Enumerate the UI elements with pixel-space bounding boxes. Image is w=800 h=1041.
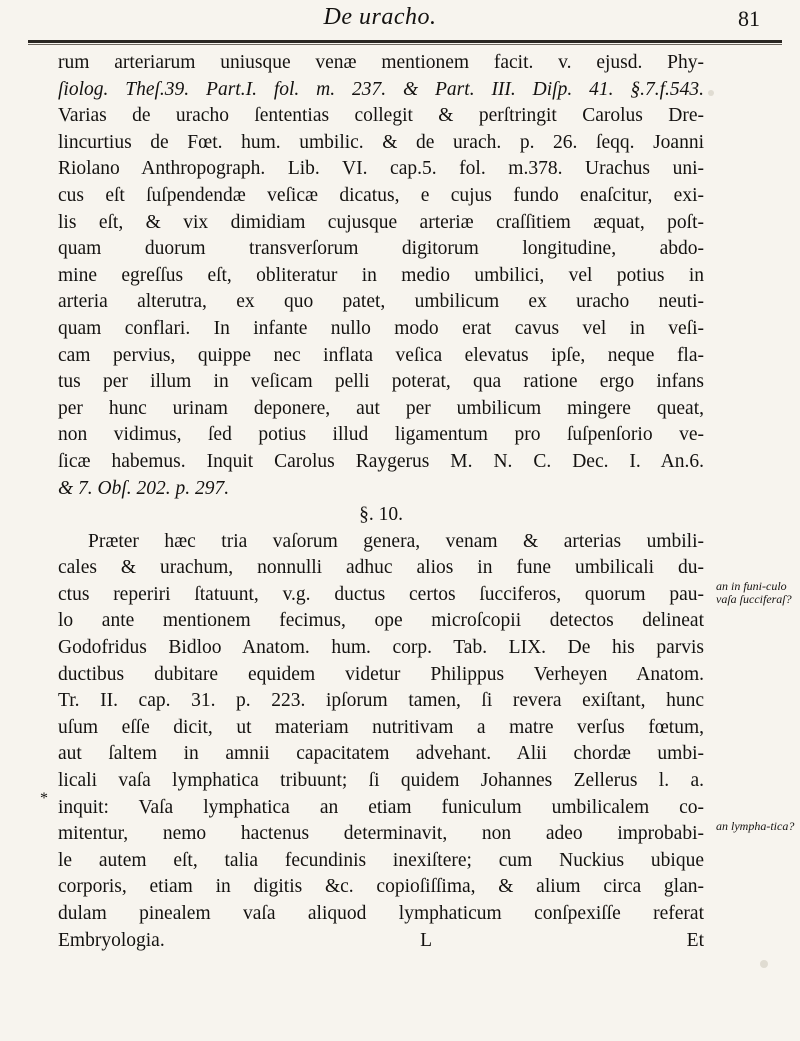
header-rule-thin	[28, 44, 782, 45]
text-line: per hunc urinam deponere, aut per umbilicum mingere queat,	[58, 397, 704, 419]
text-line: lo ante mentionem fecimus, ope microſcopii detectos delineat	[58, 610, 704, 632]
text-line: ſicæ habemus. Inquit Carolus Raygerus M. N. C. Dec. I. An.6.	[58, 450, 704, 472]
text-line: inquit: Vaſa lymphatica an etiam funiculum umbilicalem co-	[58, 796, 704, 818]
body-text	[58, 50, 704, 954]
header-rule	[28, 40, 782, 43]
asterisk-mark: *	[40, 790, 48, 807]
margin-note: an in funi-culo vaſa ſucciferaſ?	[716, 579, 792, 606]
section-number: §. 10.	[359, 504, 403, 526]
text-line: cales & urachum, nonnulli adhuc alios in fune umbilicali du-	[58, 557, 704, 579]
text-line: Tr. II. cap. 31. p. 223. ipſorum tamen, ſi revera exiſtant, hunc	[58, 690, 704, 712]
text-line: le autem eſt, talia fecundinis inexiſtere; cum Nuckius ubique	[58, 849, 704, 871]
page-number: 81	[738, 6, 760, 31]
running-head: De uracho.	[323, 4, 437, 30]
ink-spot	[760, 960, 768, 968]
text-line: & 7. Obſ. 202. p. 297.	[58, 477, 230, 499]
text-line: Godofridus Bidloo Anatom. hum. corp. Tab. LIX. De his parvis	[58, 637, 704, 659]
text-line: cus eſt ſuſpendendæ veſicæ dicatus, e cujus fundo enaſcitur, exi-	[58, 184, 704, 206]
text-line: quam duorum transverſorum digitorum longitudine, abdo-	[58, 238, 704, 260]
text-line: tus per illum in veſicam pelli poterat, qua ratione ergo infans	[58, 371, 704, 393]
text-line: uſum eſſe dicit, ut materiam nutritivam a matre verſus fœtum,	[58, 716, 704, 738]
ink-spot	[708, 90, 714, 96]
text-line: ductibus dubitare equidem videtur Philippus Verheyen Anatom.	[58, 663, 704, 685]
text-line: non vidimus, ſed potius illud ligamentum pro ſuſpenſorio ve-	[58, 424, 704, 446]
text-line: arteria alterutra, ex quo patet, umbilicum ex uracho neuti-	[58, 291, 704, 313]
text-line: ſiolog. Theſ.39. Part.I. fol. m. 237. & Part. III. Diſp. 41. §.7.f.543.	[58, 78, 704, 100]
text-line: rum arteriarum uniusque venæ mentionem facit. v. ejusd. Phy-	[58, 52, 704, 73]
text-line: Embryologia. L Et	[58, 929, 704, 951]
text-line: aut ſaltem in amnii capacitatem advehant. Alii chordæ umbi-	[58, 743, 704, 765]
margin-note: an lympha-tica?	[716, 819, 795, 833]
text-line: Præter hæc tria vaſorum genera, venam & arterias umbili-	[88, 530, 704, 552]
text-line: quam conflari. In infante nullo modo erat cavus vel in veſi-	[58, 317, 704, 339]
text-line: Riolano Anthropograph. Lib. VI. cap.5. fol. m.378. Urachus uni-	[58, 158, 704, 180]
text-line: ctus reperiri ſtatuunt, v.g. ductus certos ſucciferos, quorum pau-	[58, 583, 704, 605]
text-line: corporis, etiam in digitis &c. copioſiſſima, & alium circa glan-	[58, 876, 704, 898]
text-line: dulam pinealem vaſa aliquod lymphaticum conſpexiſſe referat	[58, 903, 704, 924]
text-line: cam pervius, quippe nec inflata veſica elevatus ipſe, neque fla-	[58, 344, 704, 366]
text-line: licali vaſa lymphatica tribuunt; ſi quidem Johannes Zellerus l. a.	[58, 770, 704, 792]
text-line: mine egreſſus eſt, obliteratur in medio umbilici, vel potius in	[58, 264, 704, 286]
text-line: Varias de uracho ſententias collegit & perſtringit Carolus Dre-	[58, 105, 704, 127]
text-line: lis eſt, & vix dimidiam cujusque arteriæ craſſitiem æquat, poſt-	[58, 211, 704, 233]
text-line: lincurtius de Fœt. hum. umbilic. & de urach. p. 26. ſeqq. Joanni	[58, 131, 704, 153]
text-line: mitentur, nemo hactenus determinavit, non adeo improbabi-	[58, 823, 704, 845]
